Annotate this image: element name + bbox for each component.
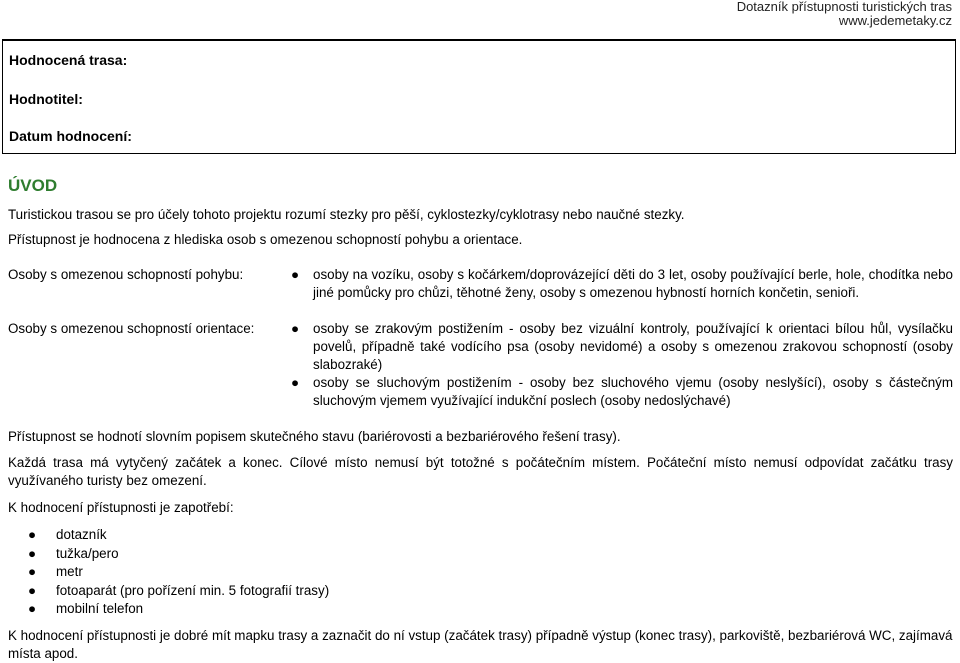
definition-label: Osoby s omezenou schopností orientace: bbox=[8, 321, 255, 336]
list-item: ● mobilní telefon bbox=[8, 600, 329, 619]
list-item: ● osoby se sluchovým postižením - osoby bez sluchového vjemu (osoby neslyšící), osoby s částečným sluchovým vjemem využívající indukční poslech (osoby nedoslýchavé) bbox=[291, 375, 953, 408]
definition-list bbox=[291, 266, 953, 302]
evaluation-form-box bbox=[2, 39, 956, 154]
map-paragraph: K hodnocení přístupnosti je dobré mít mapku trasy a zaznačit do ní vstup (začátek trasy) případně výstup (konec trasy), parkoviště, bezbariérová WC, zajímavá místa apod. bbox=[8, 628, 953, 661]
header-website: www.jedemetaky.cz bbox=[838, 13, 952, 28]
start-paragraph: Každá trasa má vytyčený začátek a konec. Cílové místo nemusí být totožné s počátečním místem. Počáteční místo nemusí odpovídat začátku trasy využívaného turisty bez omezení. bbox=[8, 455, 953, 488]
date-label: Datum hodnocení: bbox=[9, 128, 132, 144]
route-label: Hodnocená trasa: bbox=[9, 52, 128, 68]
bullet-icon: ● bbox=[28, 527, 37, 542]
assessment-paragraph: Přístupnost se hodnotí slovním popisem skutečného stavu (bariérovosti a bezbariérového řešení trasy). bbox=[8, 429, 621, 444]
needs-intro: K hodnocení přístupnosti je zapotřebí: bbox=[8, 500, 234, 515]
bullet-icon: ● bbox=[28, 601, 37, 616]
header-title: Dotazník přístupnosti turistických tras bbox=[736, 0, 952, 14]
bullet-icon: ● bbox=[28, 582, 37, 598]
bullet-icon: ● bbox=[28, 564, 37, 579]
bullet-icon: ● bbox=[291, 375, 300, 390]
bullet-icon: ● bbox=[28, 545, 37, 561]
list-item: ● osoby se zrakovým postižením - osoby bez vizuální kontroly, používající k orientaci bílou hůl, vysílačku povelů, případně také vodícího psa (osoby nevidomé) a osoby s omezenou zrakovou schopností (osoby slabozraké) bbox=[291, 321, 953, 372]
list-item: ● dotazník bbox=[8, 526, 329, 545]
list-item: ● metr bbox=[8, 563, 329, 582]
needs-list bbox=[8, 526, 329, 619]
definition-label: Osoby s omezenou schopností pohybu: bbox=[8, 267, 244, 282]
bullet-icon: ● bbox=[291, 267, 300, 282]
document-header bbox=[737, 0, 952, 28]
definition-list bbox=[291, 320, 953, 410]
list-item: ● fotoaparát (pro pořízení min. 5 fotografií trasy) bbox=[8, 582, 329, 601]
list-item: ● osoby na vozíku, osoby s kočárkem/doprovázející děti do 3 let, osoby používající berle, hole, chodítka nebo jiné pomůcky pro chůzi, těhotné ženy, osoby s omezenou hybností horních končetin, senioři. bbox=[291, 267, 953, 300]
intro-heading: ÚVOD bbox=[8, 176, 58, 195]
intro-line-2: Přístupnost je hodnocena z hlediska osob s omezenou schopností pohybu a orientace. bbox=[8, 232, 523, 247]
intro-line-1: Turistickou trasou se pro účely tohoto projektu rozumí stezky pro pěší, cyklostezky/cyklotrasy nebo naučné stezky. bbox=[8, 207, 685, 222]
list-item: ● tužka/pero bbox=[8, 545, 329, 564]
bullet-icon: ● bbox=[291, 321, 300, 336]
evaluator-label: Hodnotitel: bbox=[9, 91, 83, 107]
